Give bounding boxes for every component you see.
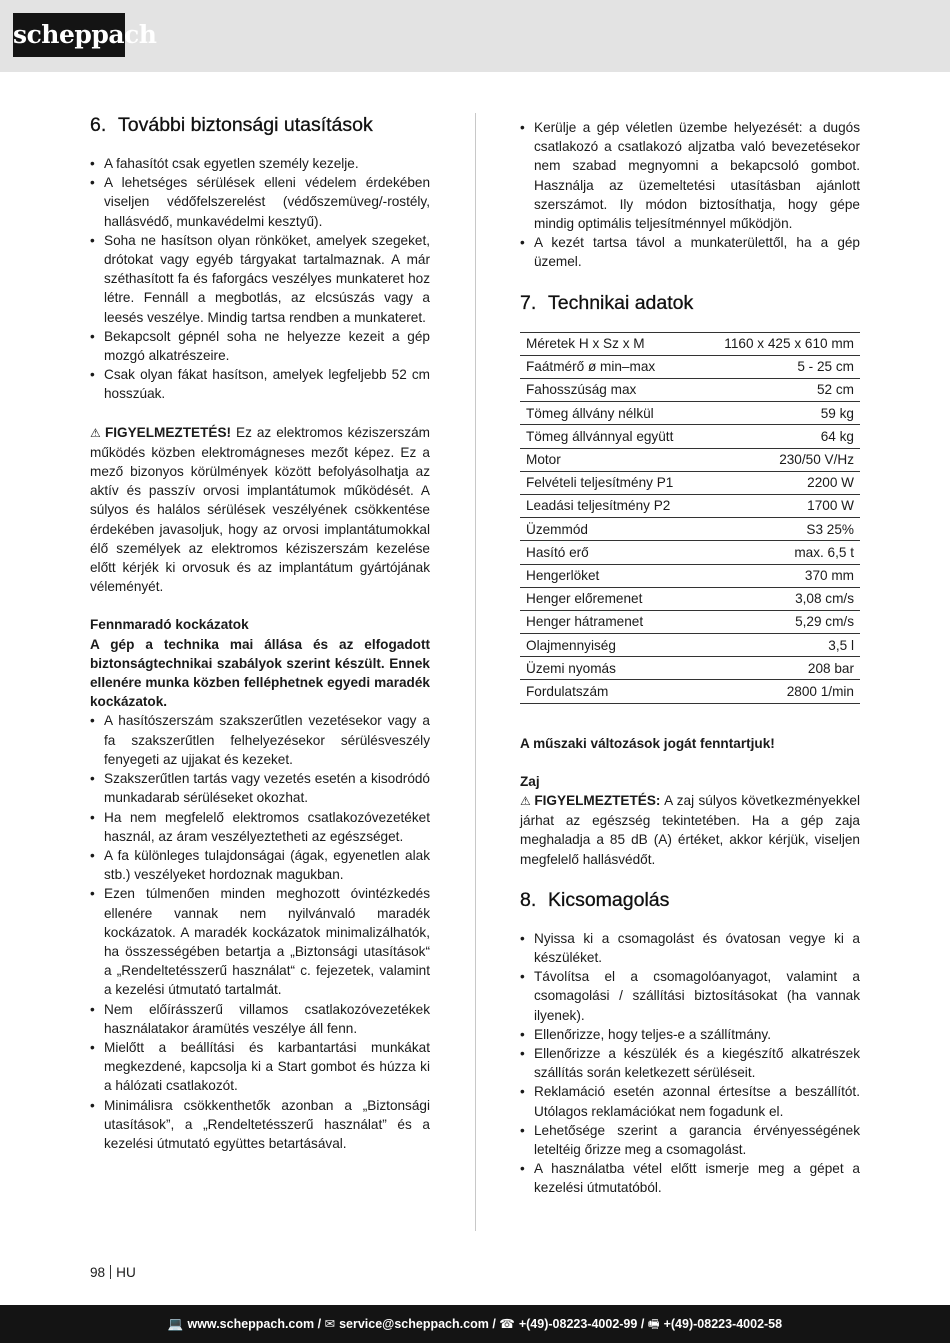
spec-value: 2800 1/min (700, 680, 860, 703)
safety-bullet-list-continued (520, 118, 860, 272)
table-row (520, 494, 860, 517)
residual-risks-heading: Fennmaradó kockázatok (90, 617, 249, 633)
list-item: • Ha nem megfelelő elektromos csatlakozóvezetéket használ, az áram veszélyeztetheti az egészséget. (90, 808, 430, 846)
footer-fax: +(49)-08223-4002-58 (663, 1317, 783, 1331)
spec-value: 52 cm (700, 379, 860, 402)
spec-value: 230/50 V/Hz (700, 448, 860, 471)
list-item: • A fahasítót csak egyetlen személy kezelje. (90, 154, 430, 173)
header-bar (0, 0, 950, 72)
safety-bullet-list (90, 154, 430, 404)
table-row (520, 471, 860, 494)
technical-data-table (520, 332, 860, 704)
table-row (520, 355, 860, 378)
section-7-heading: 7. Technikai adatok (520, 291, 694, 314)
spec-label: Tömeg állvánnyal együtt (520, 425, 700, 448)
spec-label: Méretek H x Sz x M (520, 332, 700, 355)
spec-value: 5 - 25 cm (700, 355, 860, 378)
list-item: • Nem előírásszerű villamos csatlakozóvezetékek használatakor áramütés veszélye áll fenn. (90, 1000, 430, 1038)
spec-value: 64 kg (700, 425, 860, 448)
spec-label: Üzemi nyomás (520, 657, 700, 680)
spec-label: Tömeg állvány nélkül (520, 402, 700, 425)
warning-triangle-icon: ⚠ (520, 794, 532, 809)
footer-phone: +(49)-08223-4002-99 (518, 1317, 638, 1331)
unpacking-list (520, 929, 860, 1198)
spec-label: Henger előremenet (520, 587, 700, 610)
residual-risks-list (90, 711, 430, 1153)
spec-label: Olajmennyiség (520, 634, 700, 657)
table-row (520, 402, 860, 425)
list-item: • Lehetősége szerint a garancia érvényességének leteltéig őrizze meg a csomagolást. (520, 1121, 860, 1159)
list-item: • Ellenőrizze, hogy teljes-e a szállítmány. (520, 1025, 860, 1044)
list-item: • A használatba vétel előtt ismerje meg a gépet a kezelési útmutatóból. (520, 1159, 860, 1197)
table-row (520, 610, 860, 633)
spec-value: 370 mm (700, 564, 860, 587)
spec-value: 3,08 cm/s (700, 587, 860, 610)
section-6-heading: 6. További biztonsági utasítások (90, 114, 373, 136)
spec-value: 3,5 l (700, 634, 860, 657)
footer-email[interactable]: service@scheppach.com (339, 1317, 489, 1331)
page-number: 98 HU (90, 1265, 136, 1280)
spec-label: Hengerlöket (520, 564, 700, 587)
phone-icon: ☎ (499, 1317, 515, 1331)
table-row (520, 680, 860, 703)
technical-changes-note: A műszaki változások jogát fenntartjuk! (520, 735, 775, 751)
list-item: • Minimálisra csökkenthetők azonban a „Biztonsági utasítások”, a „Rendeltetésszerű használat” és a kezelési útmutató együttes betartásával. (90, 1096, 430, 1154)
list-item: • A kezét tartsa távol a munkaterülettől, ha a gép üzemel. (520, 233, 860, 271)
list-item: • A lehetséges sérülések elleni védelem érdekében viseljen védőfelszerelést (védőszemüveg/-rostély, hallásvédő, munkavédelmi kesztyű). (90, 173, 430, 231)
list-item: • Soha ne hasítson olyan rönköket, amelyek szegeket, drótokat vagy egyéb tárgyakat tartalmaznak. A már széthasított fa és faforgács veszélyes munkateret hoz létre. Fennáll a megbotlás, az elcsúszás vagy a leesés veszélye. Mindig tartsa rendben a munkateret. (90, 231, 430, 327)
right-column (520, 118, 860, 1198)
spec-label: Hasító erő (520, 541, 700, 564)
spec-label: Motor (520, 448, 700, 471)
column-divider (475, 113, 476, 1231)
list-item: • Távolítsa el a csomagolóanyagot, valamint a csomagolási / szállítási biztosításokat (ha vannak ilyenek). (520, 967, 860, 1025)
spec-label: Henger hátramenet (520, 610, 700, 633)
table-row (520, 564, 860, 587)
scheppach-logo: scheppach (13, 13, 125, 57)
list-item: • A fa különleges tulajdonságai (ágak, egyenetlen alak stb.) veszélyeket hordoznak magukban. (90, 846, 430, 884)
computer-icon: 💻 (167, 1317, 184, 1331)
emf-warning: ⚠ FIGYELMEZTETÉS! Ez az elektromos kéziszerszám működés közben elektromágneses mezőt képez. Ez a mező bizonyos körülmények között befolyásolhatja az aktív és passzív orvosi implantátumok működését. A súlyos és halálos sérülések veszélyének csökkentése érdekében javasoljuk, hogy az orvosi implantátumokkal élő személyek az elektromos kéziszerszám kezelése előtt kérjék ki orvosuk és az implantátum gyártójának véleményét. (90, 424, 430, 595)
spec-label: Faátmérő ø min–max (520, 355, 700, 378)
spec-value: S3 25% (700, 518, 860, 541)
section-8-heading: 8. Kicsomagolás (520, 888, 670, 911)
warning-triangle-icon: ⚠ (90, 425, 102, 440)
noise-heading: Zaj (520, 773, 540, 789)
spec-value: 59 kg (700, 402, 860, 425)
list-item: • Ezen túlmenően minden meghozott óvintézkedés ellenére vannak nem nyilvánvaló maradék kockázatok. A maradék kockázatok minimalizálhatók, ha összességében betartja a „Biztonsági utasítások“ a „Rendeltetésszerű használat“ c. fejezetek, valamint a kezelési útmutató tartalmát. (90, 884, 430, 999)
list-item: • Reklamáció esetén azonnal értesítse a beszállítót. Utólagos reklamációkat nem fogadunk el. (520, 1082, 860, 1120)
spec-label: Felvételi teljesítmény P1 (520, 471, 700, 494)
spec-label: Üzemmód (520, 518, 700, 541)
list-item: • Szakszerűtlen tartás vagy vezetés esetén a kisodródó munkadarab sérüléseket okozhat. (90, 769, 430, 807)
table-row (520, 518, 860, 541)
spec-label: Leadási teljesítmény P2 (520, 494, 700, 517)
list-item: • Nyissa ki a csomagolást és óvatosan vegye ki a készüléket. (520, 929, 860, 967)
table-row (520, 657, 860, 680)
spec-label: Fordulatszám (520, 680, 700, 703)
mail-icon: ✉ (324, 1317, 336, 1331)
list-item: • Bekapcsolt gépnél soha ne helyezze kezeit a gép mozgó alkatrészeire. (90, 327, 430, 365)
spec-value: 2200 W (700, 471, 860, 494)
spec-label: Fahosszúság max (520, 379, 700, 402)
fax-icon: 🖷 (647, 1317, 660, 1331)
spec-value: 1160 x 425 x 610 mm (700, 332, 860, 355)
page-number-separator (110, 1265, 111, 1279)
residual-risks-intro: A gép a technika mai állása és az elfogadott biztonságtechnikai szabályok szerint készült. Ennek ellenére munka közben felléphetnek egyedi maradék kockázatok. (90, 636, 430, 710)
table-row (520, 448, 860, 471)
list-item: • Kerülje a gép véletlen üzembe helyezését: a dugós csatlakozó a csatlakozó aljzatba való bevezetésekor nem szabad megnyomni a bekapcsoló gombot. Használja az üzemeltetési utasításban ajánlott szerszámot. Ily módon biztosíthatja, hogy gépe mindig optimális teljesítménnyel működjön. (520, 118, 860, 233)
list-item: • A hasítószerszám szakszerűtlen vezetésekor vagy a fa szakszerűtlen felhelyezésekor sérülésveszély fenyegeti az ujjakat és kezeket. (90, 711, 430, 769)
left-column (90, 112, 430, 1153)
spec-value: max. 6,5 t (700, 541, 860, 564)
spec-value: 208 bar (700, 657, 860, 680)
list-item: • Ellenőrizze a készülék és a kiegészítő alkatrészek szállítás során keletkezett sérüléseit. (520, 1044, 860, 1082)
list-item: • Mielőtt a beállítási és karbantartási munkákat megkezdené, kapcsolja ki a Start gombot és húzza ki a hálózati csatlakozót. (90, 1038, 430, 1096)
table-row (520, 425, 860, 448)
table-row (520, 634, 860, 657)
table-row (520, 332, 860, 355)
table-row (520, 587, 860, 610)
spec-value: 1700 W (700, 494, 860, 517)
footer-website[interactable]: www.scheppach.com (187, 1317, 315, 1331)
noise-warning: ⚠ FIGYELMEZTETÉS: A zaj súlyos következményekkel járhat az egészség tekintetében. Ha a gép zaja meghaladja a 85 dB (A) értéket, akkor kérjük, viseljen megfelelő hallásvédőt. (520, 793, 860, 867)
list-item: • Csak olyan fákat hasítson, amelyek legfeljebb 52 cm hosszúak. (90, 365, 430, 403)
table-row (520, 379, 860, 402)
footer-bar: 💻 www.scheppach.com / ✉ service@scheppach.com / ☎ +(49)-08223-4002-99 / 🖷 +(49)-08223-4002-58 (0, 1305, 950, 1343)
table-row (520, 541, 860, 564)
spec-value: 5,29 cm/s (700, 610, 860, 633)
